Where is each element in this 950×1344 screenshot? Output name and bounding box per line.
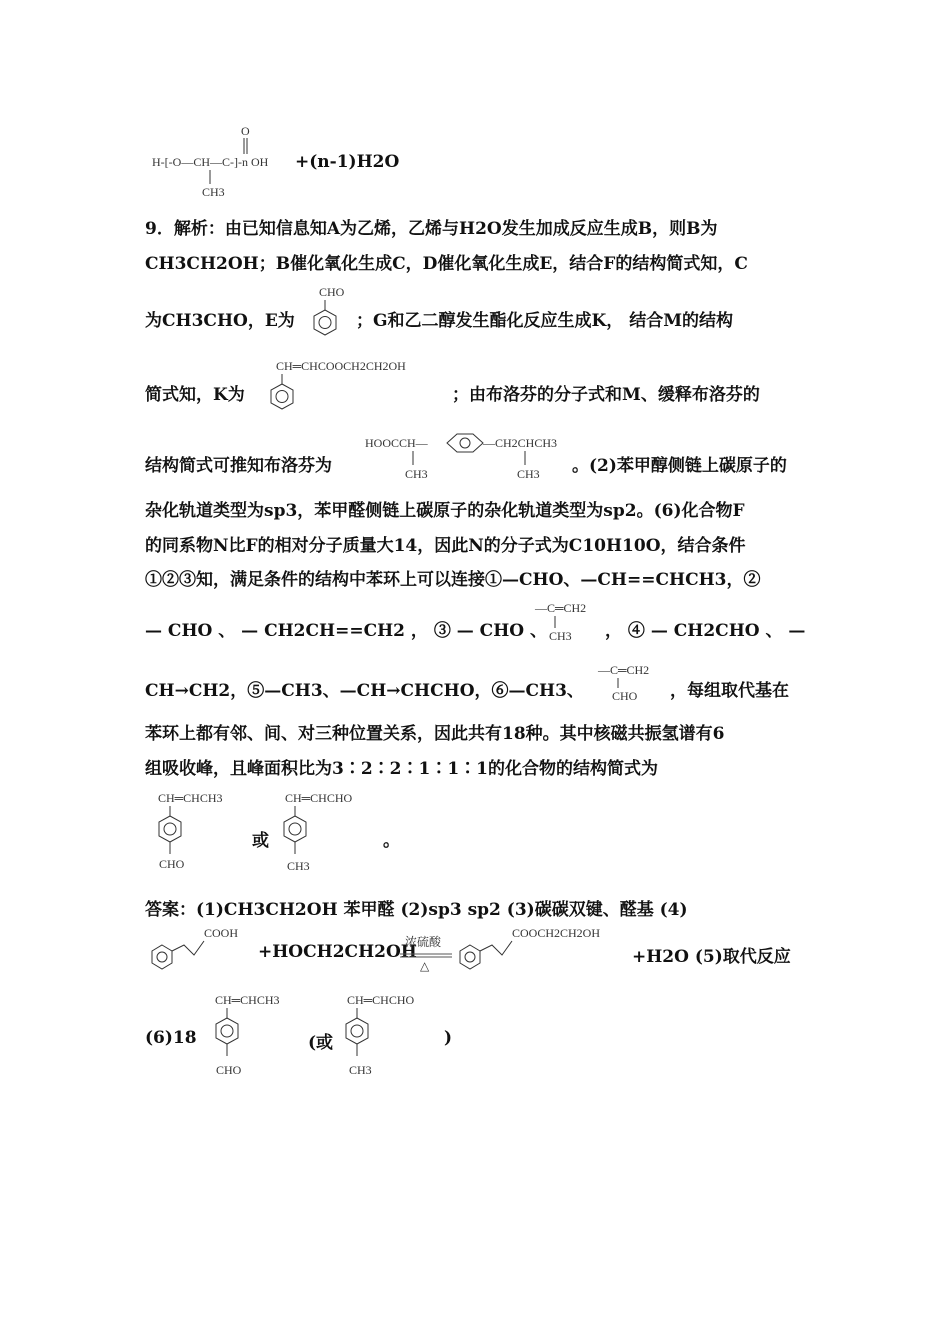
ibu-right: —CH2CHCH3 — [483, 436, 558, 450]
k-label: CH═CHCOOCH2CH2OH — [276, 359, 406, 373]
paren-open: (或 — [308, 1033, 334, 1053]
reaction-arrow — [398, 932, 456, 972]
cond-top: 浓硫酸 — [405, 935, 442, 949]
ester-structure — [456, 925, 636, 975]
sub2-top: —C═CH2 — [598, 663, 650, 677]
q9-line-9a: — CHO 、 — CH2CH==CH2 ， ③ — CHO 、 — [145, 621, 547, 641]
answer-structure-b — [342, 990, 442, 1082]
cinnamic-acid-structure — [148, 925, 258, 975]
polymer-suffix: +(n-1)H2O — [295, 152, 400, 172]
structure-s1 — [158, 788, 258, 880]
q9-line-8: ①②③知，满足条件的结构中苯环上可以连接①—CHO、—CH==CHCH3，② — [145, 570, 761, 590]
or-label: 或 — [252, 831, 269, 851]
q9-line-2: CH3CH2OH；B催化氧化生成C，D催化氧化生成E，结合F的结构简式知，C — [145, 254, 748, 274]
paren-close: ) — [444, 1028, 453, 1048]
answer-q6: (6)18 — [145, 1028, 197, 1048]
b-top: CH═CHCHO — [347, 993, 415, 1007]
q9-line-3a: 为CH3CHO，E为 — [145, 311, 295, 331]
s1-top: CH═CHCH3 — [158, 791, 223, 805]
polymer-structure — [150, 120, 290, 200]
polymer-o: O — [241, 124, 250, 138]
k-structure — [262, 355, 462, 417]
a-bot: CHO — [216, 1063, 242, 1077]
answer-mid: +HOCH2CH2OH — [258, 942, 417, 962]
q9-line-12: 组吸收峰，且峰面积比为3∶2∶2∶1∶1∶1的化合物的结构简式为 — [145, 759, 658, 779]
cond-bot: △ — [420, 959, 430, 973]
substituent-1 — [535, 598, 615, 648]
q9-line-10b: ，每组取代基在 — [670, 681, 789, 701]
cooh-label: COOH — [204, 926, 239, 940]
ibu-left: HOOCCH— — [365, 436, 428, 450]
s2-top: CH═CHCHO — [285, 791, 353, 805]
q9-line-6: 杂化轨道类型为sp3，苯甲醛侧链上碳原子的杂化轨道类型为sp2。(6)化合物F — [145, 501, 745, 521]
answer-tail: +H2O (5)取代反应 — [632, 947, 791, 967]
q9-line-5a: 结构简式可推知布洛芬为 — [145, 456, 332, 476]
q9-line-11: 苯环上都有邻、间、对三种位置关系，因此共有18种。其中核磁共振氢谱有6 — [145, 724, 725, 744]
structure-s2 — [280, 788, 380, 880]
q9-line-3b: ；G和乙二醇发生酯化反应生成K， 结合M的结构 — [356, 311, 734, 331]
q9-line-7: 的同系物N比F的相对分子质量大14，因此N的分子式为C10H10O，结合条件 — [145, 536, 746, 556]
s1-bot: CHO — [159, 857, 185, 871]
a-top: CH═CHCH3 — [215, 993, 280, 1007]
ibuprofen-structure — [365, 430, 570, 485]
polymer-ch3: CH3 — [202, 185, 225, 199]
sub2-bot: CHO — [612, 689, 638, 703]
answer-line-1: 答案：(1)CH3CH2OH 苯甲醛 (2)sp3 sp2 (3)碳碳双键、醛基 (4) — [145, 900, 688, 920]
sub1-top: —C═CH2 — [535, 601, 587, 615]
e-label: CHO — [319, 285, 345, 299]
substituent-2 — [598, 660, 678, 710]
answer-structure-a — [215, 990, 315, 1082]
ester-label: COOCH2CH2OH — [512, 926, 601, 940]
q9-end: 。 — [383, 831, 400, 851]
q9-line-9b: ， ④ — CH2CHO 、 — — [605, 621, 806, 641]
ibu-ch3a: CH3 — [405, 467, 428, 481]
q9-line-5b: 。(2)苯甲醇侧链上碳原子的 — [572, 456, 787, 476]
b-bot: CH3 — [349, 1063, 372, 1077]
q9-line-4b: ；由布洛芬的分子式和M、缓释布洛芬的 — [452, 385, 760, 405]
q9-line-1: 9．解析：由已知信息知A为乙烯，乙烯与H2O发生加成反应生成B，则B为 — [145, 219, 718, 239]
polymer-formula: H-[-O—CH—C-]-n OH — [152, 155, 269, 169]
ibu-ch3b: CH3 — [517, 467, 540, 481]
s2-bot: CH3 — [287, 859, 310, 873]
sub1-bot: CH3 — [549, 629, 572, 643]
q9-line-4a: 简式知，K为 — [145, 385, 245, 405]
q9-line-10a: CH→CH2，⑤—CH3、—CH→CHCHO，⑥—CH3、 — [145, 681, 584, 701]
